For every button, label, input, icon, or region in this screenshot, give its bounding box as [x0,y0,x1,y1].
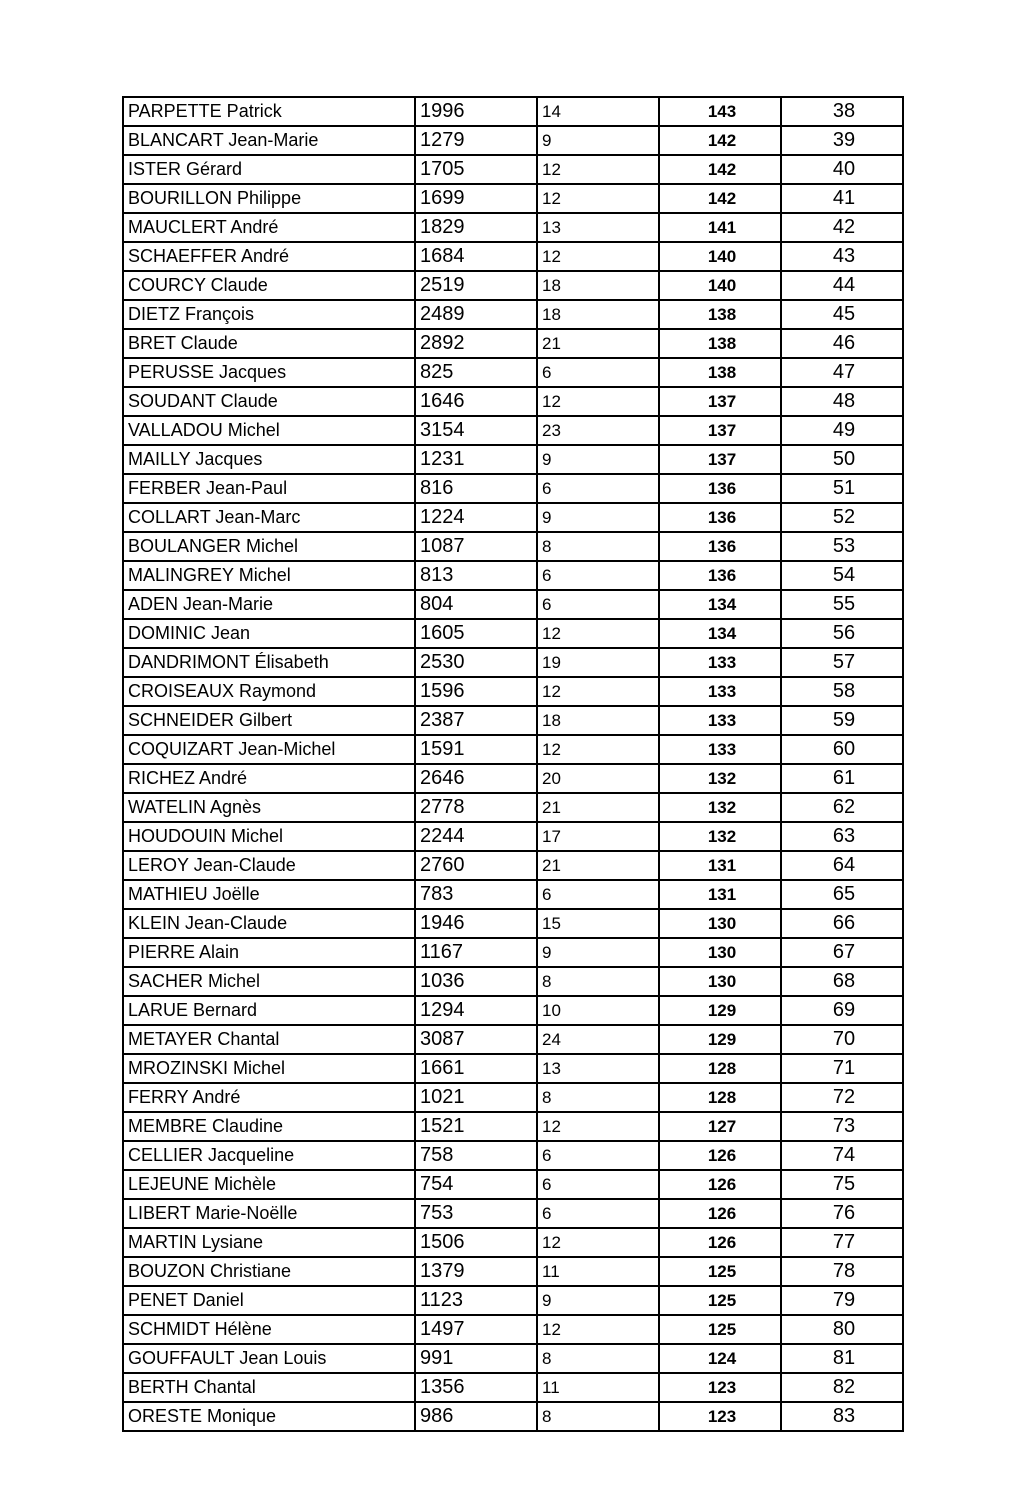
games-count-cell: 18 [537,271,659,300]
table-row [123,329,903,358]
games-count-cell: 9 [537,503,659,532]
total-points-cell: 1036 [415,967,537,996]
table-row [123,648,903,677]
average-cell: 137 [659,387,781,416]
total-points-cell: 1123 [415,1286,537,1315]
rank-cell: 83 [781,1402,903,1431]
rank-cell: 47 [781,358,903,387]
player-name-cell: MAUCLERT André [123,213,415,242]
average-cell: 133 [659,735,781,764]
rank-cell: 60 [781,735,903,764]
average-cell: 131 [659,851,781,880]
total-points-cell: 816 [415,474,537,503]
table-row [123,793,903,822]
player-name-cell: SCHAEFFER André [123,242,415,271]
games-count-cell: 8 [537,1344,659,1373]
player-name-cell: BERTH Chantal [123,1373,415,1402]
table-row [123,996,903,1025]
games-count-cell: 6 [537,1170,659,1199]
player-name-cell: DANDRIMONT Élisabeth [123,648,415,677]
player-name-cell: LEJEUNE Michèle [123,1170,415,1199]
rank-cell: 46 [781,329,903,358]
rank-cell: 64 [781,851,903,880]
rank-cell: 65 [781,880,903,909]
average-cell: 138 [659,329,781,358]
average-cell: 128 [659,1054,781,1083]
average-cell: 124 [659,1344,781,1373]
games-count-cell: 18 [537,706,659,735]
player-name-cell: CROISEAUX Raymond [123,677,415,706]
games-count-cell: 8 [537,967,659,996]
rank-cell: 80 [781,1315,903,1344]
total-points-cell: 1231 [415,445,537,474]
table-row [123,213,903,242]
total-points-cell: 1224 [415,503,537,532]
rank-cell: 66 [781,909,903,938]
player-name-cell: PARPETTE Patrick [123,97,415,126]
player-name-cell: WATELIN Agnès [123,793,415,822]
average-cell: 125 [659,1257,781,1286]
rank-cell: 40 [781,155,903,184]
player-name-cell: LIBERT Marie-Noëlle [123,1199,415,1228]
player-name-cell: KLEIN Jean-Claude [123,909,415,938]
player-name-cell: HOUDOUIN Michel [123,822,415,851]
total-points-cell: 1356 [415,1373,537,1402]
average-cell: 132 [659,764,781,793]
player-name-cell: BRET Claude [123,329,415,358]
table-row [123,242,903,271]
table-row [123,706,903,735]
rank-cell: 56 [781,619,903,648]
table-row [123,967,903,996]
player-name-cell: MARTIN Lysiane [123,1228,415,1257]
rank-cell: 43 [781,242,903,271]
total-points-cell: 1684 [415,242,537,271]
table-row [123,1112,903,1141]
games-count-cell: 12 [537,1315,659,1344]
table-row [123,1257,903,1286]
table-row [123,532,903,561]
player-name-cell: LEROY Jean-Claude [123,851,415,880]
rank-cell: 53 [781,532,903,561]
rank-cell: 62 [781,793,903,822]
total-points-cell: 3087 [415,1025,537,1054]
total-points-cell: 1996 [415,97,537,126]
average-cell: 127 [659,1112,781,1141]
games-count-cell: 21 [537,851,659,880]
table-row [123,735,903,764]
rank-cell: 58 [781,677,903,706]
table-row [123,1344,903,1373]
player-name-cell: DIETZ François [123,300,415,329]
games-count-cell: 18 [537,300,659,329]
rank-cell: 76 [781,1199,903,1228]
total-points-cell: 2760 [415,851,537,880]
player-name-cell: BOULANGER Michel [123,532,415,561]
average-cell: 129 [659,1025,781,1054]
rank-cell: 39 [781,126,903,155]
rank-cell: 75 [781,1170,903,1199]
games-count-cell: 19 [537,648,659,677]
average-cell: 133 [659,648,781,677]
total-points-cell: 783 [415,880,537,909]
total-points-cell: 1167 [415,938,537,967]
rank-cell: 48 [781,387,903,416]
games-count-cell: 21 [537,329,659,358]
table-row [123,1083,903,1112]
total-points-cell: 1946 [415,909,537,938]
games-count-cell: 24 [537,1025,659,1054]
player-name-cell: RICHEZ André [123,764,415,793]
player-name-cell: BOUZON Christiane [123,1257,415,1286]
total-points-cell: 1705 [415,155,537,184]
total-points-cell: 2530 [415,648,537,677]
games-count-cell: 12 [537,677,659,706]
rank-cell: 82 [781,1373,903,1402]
table-row [123,1025,903,1054]
games-count-cell: 17 [537,822,659,851]
average-cell: 133 [659,706,781,735]
average-cell: 130 [659,938,781,967]
table-row [123,822,903,851]
rank-cell: 78 [781,1257,903,1286]
total-points-cell: 3154 [415,416,537,445]
average-cell: 130 [659,909,781,938]
player-name-cell: MAILLY Jacques [123,445,415,474]
games-count-cell: 12 [537,155,659,184]
average-cell: 123 [659,1402,781,1431]
player-name-cell: PERUSSE Jacques [123,358,415,387]
games-count-cell: 14 [537,97,659,126]
average-cell: 126 [659,1228,781,1257]
average-cell: 130 [659,967,781,996]
table-row [123,416,903,445]
average-cell: 142 [659,155,781,184]
total-points-cell: 991 [415,1344,537,1373]
games-count-cell: 13 [537,1054,659,1083]
player-name-cell: BLANCART Jean-Marie [123,126,415,155]
total-points-cell: 986 [415,1402,537,1431]
table-row [123,358,903,387]
player-name-cell: SACHER Michel [123,967,415,996]
player-name-cell: LARUE Bernard [123,996,415,1025]
player-name-cell: VALLADOU Michel [123,416,415,445]
table-row [123,97,903,126]
player-name-cell: MEMBRE Claudine [123,1112,415,1141]
total-points-cell: 1379 [415,1257,537,1286]
rank-cell: 67 [781,938,903,967]
total-points-cell: 2519 [415,271,537,300]
player-name-cell: MATHIEU Joëlle [123,880,415,909]
total-points-cell: 1605 [415,619,537,648]
average-cell: 136 [659,503,781,532]
table-row [123,445,903,474]
table-row [123,1286,903,1315]
rank-cell: 70 [781,1025,903,1054]
table-row [123,909,903,938]
average-cell: 142 [659,184,781,213]
total-points-cell: 2778 [415,793,537,822]
total-points-cell: 1294 [415,996,537,1025]
rank-cell: 68 [781,967,903,996]
table-row [123,155,903,184]
rank-cell: 77 [781,1228,903,1257]
average-cell: 136 [659,561,781,590]
rank-cell: 49 [781,416,903,445]
results-table [122,96,904,1432]
average-cell: 126 [659,1170,781,1199]
player-name-cell: ADEN Jean-Marie [123,590,415,619]
table-row [123,561,903,590]
player-name-cell: COQUIZART Jean-Michel [123,735,415,764]
rank-cell: 72 [781,1083,903,1112]
total-points-cell: 804 [415,590,537,619]
total-points-cell: 2646 [415,764,537,793]
rank-cell: 63 [781,822,903,851]
table-row [123,1402,903,1431]
average-cell: 137 [659,445,781,474]
table-row [123,1054,903,1083]
table-row [123,1373,903,1402]
games-count-cell: 6 [537,358,659,387]
total-points-cell: 2892 [415,329,537,358]
total-points-cell: 1829 [415,213,537,242]
table-row [123,764,903,793]
total-points-cell: 825 [415,358,537,387]
games-count-cell: 8 [537,1083,659,1112]
average-cell: 134 [659,619,781,648]
player-name-cell: DOMINIC Jean [123,619,415,648]
total-points-cell: 1021 [415,1083,537,1112]
average-cell: 134 [659,590,781,619]
total-points-cell: 1087 [415,532,537,561]
average-cell: 137 [659,416,781,445]
rank-cell: 54 [781,561,903,590]
total-points-cell: 1279 [415,126,537,155]
games-count-cell: 6 [537,590,659,619]
rank-cell: 74 [781,1141,903,1170]
player-name-cell: PENET Daniel [123,1286,415,1315]
average-cell: 132 [659,793,781,822]
player-name-cell: MROZINSKI Michel [123,1054,415,1083]
table-row [123,474,903,503]
player-name-cell: MALINGREY Michel [123,561,415,590]
total-points-cell: 1521 [415,1112,537,1141]
games-count-cell: 12 [537,619,659,648]
total-points-cell: 758 [415,1141,537,1170]
rank-cell: 51 [781,474,903,503]
games-count-cell: 6 [537,561,659,590]
games-count-cell: 6 [537,1141,659,1170]
games-count-cell: 9 [537,126,659,155]
table-row [123,590,903,619]
rank-cell: 41 [781,184,903,213]
rank-cell: 38 [781,97,903,126]
games-count-cell: 20 [537,764,659,793]
player-name-cell: SCHMIDT Hélène [123,1315,415,1344]
average-cell: 141 [659,213,781,242]
rank-cell: 42 [781,213,903,242]
games-count-cell: 21 [537,793,659,822]
games-count-cell: 12 [537,387,659,416]
player-name-cell: FERBER Jean-Paul [123,474,415,503]
player-name-cell: FERRY André [123,1083,415,1112]
rank-cell: 50 [781,445,903,474]
average-cell: 131 [659,880,781,909]
player-name-cell: COLLART Jean-Marc [123,503,415,532]
average-cell: 143 [659,97,781,126]
rank-cell: 69 [781,996,903,1025]
results-table-body [123,97,903,1431]
table-row [123,1228,903,1257]
table-row [123,1141,903,1170]
table-row [123,271,903,300]
total-points-cell: 2387 [415,706,537,735]
rank-cell: 44 [781,271,903,300]
average-cell: 128 [659,1083,781,1112]
table-row [123,938,903,967]
total-points-cell: 1596 [415,677,537,706]
rank-cell: 55 [781,590,903,619]
average-cell: 138 [659,300,781,329]
rank-cell: 61 [781,764,903,793]
average-cell: 126 [659,1141,781,1170]
total-points-cell: 1646 [415,387,537,416]
average-cell: 132 [659,822,781,851]
rank-cell: 73 [781,1112,903,1141]
table-row [123,880,903,909]
player-name-cell: METAYER Chantal [123,1025,415,1054]
average-cell: 125 [659,1315,781,1344]
games-count-cell: 6 [537,474,659,503]
player-name-cell: BOURILLON Philippe [123,184,415,213]
total-points-cell: 753 [415,1199,537,1228]
average-cell: 129 [659,996,781,1025]
games-count-cell: 6 [537,880,659,909]
player-name-cell: SCHNEIDER Gilbert [123,706,415,735]
average-cell: 126 [659,1199,781,1228]
games-count-cell: 12 [537,1112,659,1141]
table-row [123,619,903,648]
table-row [123,126,903,155]
total-points-cell: 1661 [415,1054,537,1083]
games-count-cell: 9 [537,445,659,474]
rank-cell: 57 [781,648,903,677]
games-count-cell: 15 [537,909,659,938]
table-row [123,387,903,416]
rank-cell: 52 [781,503,903,532]
games-count-cell: 12 [537,184,659,213]
table-row [123,503,903,532]
rank-cell: 79 [781,1286,903,1315]
rank-cell: 45 [781,300,903,329]
table-row [123,851,903,880]
player-name-cell: COURCY Claude [123,271,415,300]
table-row [123,677,903,706]
average-cell: 125 [659,1286,781,1315]
total-points-cell: 813 [415,561,537,590]
games-count-cell: 10 [537,996,659,1025]
average-cell: 136 [659,532,781,561]
player-name-cell: ISTER Gérard [123,155,415,184]
games-count-cell: 12 [537,1228,659,1257]
games-count-cell: 9 [537,1286,659,1315]
total-points-cell: 1497 [415,1315,537,1344]
average-cell: 140 [659,242,781,271]
rank-cell: 59 [781,706,903,735]
player-name-cell: CELLIER Jacqueline [123,1141,415,1170]
average-cell: 136 [659,474,781,503]
games-count-cell: 23 [537,416,659,445]
games-count-cell: 9 [537,938,659,967]
games-count-cell: 6 [537,1199,659,1228]
games-count-cell: 12 [537,735,659,764]
games-count-cell: 8 [537,1402,659,1431]
rank-cell: 81 [781,1344,903,1373]
table-row [123,184,903,213]
games-count-cell: 11 [537,1257,659,1286]
total-points-cell: 2244 [415,822,537,851]
total-points-cell: 1699 [415,184,537,213]
total-points-cell: 2489 [415,300,537,329]
games-count-cell: 11 [537,1373,659,1402]
total-points-cell: 1506 [415,1228,537,1257]
games-count-cell: 12 [537,242,659,271]
player-name-cell: ORESTE Monique [123,1402,415,1431]
average-cell: 142 [659,126,781,155]
player-name-cell: PIERRE Alain [123,938,415,967]
player-name-cell: SOUDANT Claude [123,387,415,416]
games-count-cell: 8 [537,532,659,561]
average-cell: 123 [659,1373,781,1402]
games-count-cell: 13 [537,213,659,242]
rank-cell: 71 [781,1054,903,1083]
average-cell: 133 [659,677,781,706]
table-row [123,1199,903,1228]
total-points-cell: 754 [415,1170,537,1199]
total-points-cell: 1591 [415,735,537,764]
player-name-cell: GOUFFAULT Jean Louis [123,1344,415,1373]
table-row [123,1170,903,1199]
average-cell: 138 [659,358,781,387]
average-cell: 140 [659,271,781,300]
table-row [123,1315,903,1344]
table-row [123,300,903,329]
